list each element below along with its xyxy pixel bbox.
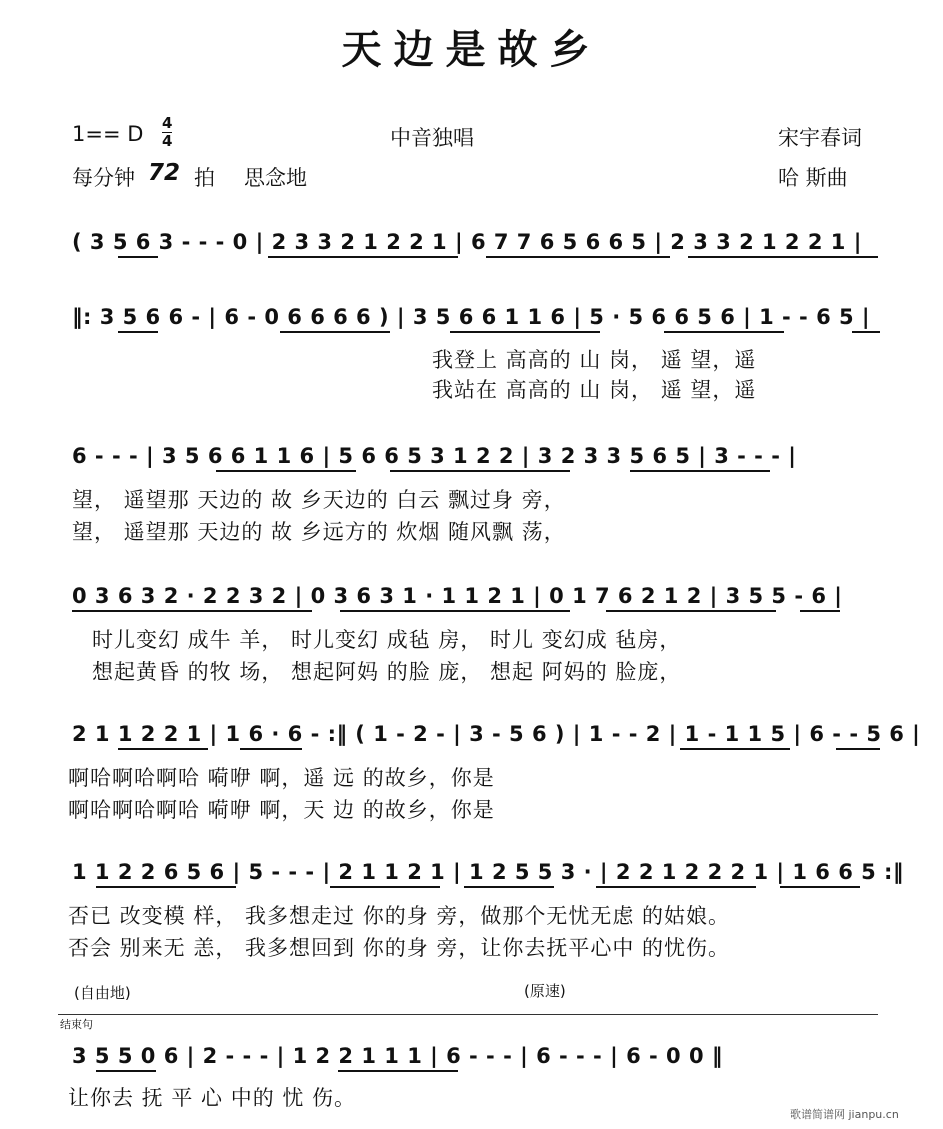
mood-marking: 思念地 bbox=[244, 166, 307, 190]
lyrics-row-6-verse-2: 否会 别来无 恙， 我多想回到 你的身 旁，让你去抚平心中 的忧伤。 bbox=[68, 936, 731, 960]
lyrics-row-3-verse-2: 望， 遥望那 天边的 故 乡远方的 炊烟 随风飘 荡， bbox=[72, 520, 566, 544]
free-tempo-marking: (自由地) bbox=[74, 984, 131, 1002]
lyrics-row-7: 让你去 抚 平 心 中的 忧 伤。 bbox=[68, 1086, 357, 1110]
original-tempo-marking: (原速) bbox=[524, 982, 566, 1000]
notation-row-3: 6 - - - | 3 5 6 6 1 1 6 | 5 6 6 5 3 1 2 2 | 3 2 3 3 5 6 5 | 3 - - - | bbox=[72, 444, 797, 468]
watermark: 歌谱简谱网 jianpu.cn bbox=[790, 1108, 899, 1121]
ending-phrase-label: 结束句 bbox=[60, 1018, 93, 1031]
lyrics-row-4-verse-1: 时儿变幻 成牛 羊， 时儿变幻 成毡 房， 时儿 变幻成 毡房， bbox=[92, 628, 682, 652]
time-bottom: 4 bbox=[162, 132, 173, 150]
notation-row-4: 0 3 6 3 2 · 2 2 3 2 | 0 3 6 3 1 · 1 1 2 1 | 0 1 7 6 2 1 2 | 3 5 5 - 6 | bbox=[72, 584, 843, 608]
song-title: 天边是故乡 bbox=[341, 26, 602, 73]
time-top: 4 bbox=[162, 114, 173, 132]
performance-type: 中音独唱 bbox=[390, 126, 474, 150]
lyricist: 宋宇春词 bbox=[778, 126, 862, 150]
tempo-value: 72 bbox=[148, 160, 181, 186]
notation-row-6: 1 1 2 2 6 5 6 | 5 - - - | 2 1 1 2 1 | 1 2 5 5 3 · | 2 2 1 2 2 2 1 | 1 6 6 5 :‖ bbox=[72, 860, 904, 884]
lyrics-row-5-verse-2: 啊哈啊哈啊哈 嗬咿 啊，天 边 的故乡，你是 bbox=[68, 798, 495, 822]
time-signature bbox=[162, 116, 172, 149]
notation-row-7: 3 5 5 0 6 | 2 - - - | 1 2 2 1 1 1 | 6 - - - | 6 - - - | 6 - 0 0 ‖ bbox=[72, 1044, 723, 1068]
notation-row-2: ‖: 3 5 6 6 - | 6 - 0 6 6 6 6 ) | 3 5 6 6 1 1 6 | 5 · 5 6 6 5 6 | 1 - - 6 5 | bbox=[72, 305, 871, 329]
tempo-prefix: 每分钟 bbox=[72, 166, 135, 190]
lyrics-row-2-verse-1: 我登上 高高的 山 岗， 遥 望，遥 bbox=[432, 348, 757, 372]
lyrics-row-6-verse-1: 否已 改变模 样， 我多想走过 你的身 旁，做那个无忧无虑 的姑娘。 bbox=[68, 904, 731, 928]
notation-row-1: ( 3 5 6 3 - - - 0 | 2 3 3 2 1 2 2 1 | 6 7 7 6 5 6 6 5 | 2 3 3 2 1 2 2 1 | bbox=[72, 230, 862, 254]
lyrics-row-5-verse-1: 啊哈啊哈啊哈 嗬咿 啊，遥 远 的故乡，你是 bbox=[68, 766, 495, 790]
notation-row-5: 2 1 1 2 2 1 | 1 6 · 6 - :‖ ( 1 - 2 - | 3 - 5 6 ) | 1 - - 2 | 1 - 1 1 5 | 6 - - 5 6 | bbox=[72, 722, 921, 746]
lyrics-row-3-verse-1: 望， 遥望那 天边的 故 乡天边的 白云 飘过身 旁， bbox=[72, 488, 566, 512]
lyrics-row-2-verse-2: 我站在 高高的 山 岗， 遥 望，遥 bbox=[432, 378, 757, 402]
key-signature: 1== D bbox=[72, 122, 144, 146]
tempo-suffix: 拍 bbox=[194, 166, 215, 190]
lyrics-row-4-verse-2: 想起黄昏 的牧 场， 想起阿妈 的脸 庞， 想起 阿妈的 脸庞， bbox=[92, 660, 682, 684]
composer: 哈 斯曲 bbox=[778, 166, 848, 190]
